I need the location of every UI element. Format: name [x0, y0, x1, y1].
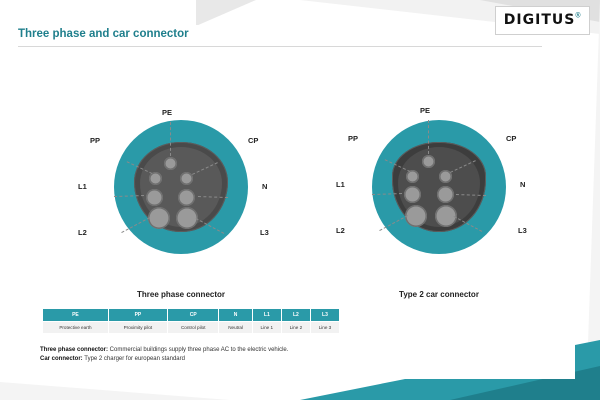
- table-cell: Proximity pilot: [108, 322, 167, 334]
- label-cp: CP: [506, 134, 517, 143]
- label-pp: PP: [348, 134, 359, 143]
- page-title: Three phase and car connector: [18, 28, 189, 40]
- table-header-cell: L3: [310, 309, 339, 322]
- table-row: [43, 322, 340, 334]
- title-divider: [18, 46, 542, 47]
- leader-line-pe: [428, 120, 429, 154]
- table-cell: Protective earth: [43, 322, 109, 334]
- table-header-row: [43, 309, 340, 322]
- label-pe: PE: [162, 108, 173, 117]
- footnotes: [40, 346, 288, 365]
- legend-table: [42, 308, 340, 334]
- pin-l2: [405, 205, 427, 227]
- table-header-cell: PP: [108, 309, 167, 322]
- table-header-cell: L1: [252, 309, 281, 322]
- footnote-text: Commercial buildings supply three phase AC to the electric vehicle.: [108, 347, 289, 353]
- pin-n: [178, 189, 195, 206]
- pin-pe: [164, 157, 177, 170]
- table-header-cell: PE: [43, 309, 109, 322]
- caption-type-2-car-connector: Type 2 car connector: [399, 290, 479, 299]
- table-cell: Neutral: [219, 322, 252, 334]
- decorative-polygon-bottom-left: [0, 382, 230, 400]
- table-cell: Line 3: [310, 322, 339, 334]
- table-cell: Line 1: [252, 322, 281, 334]
- pin-n: [437, 186, 454, 203]
- pin-l2: [148, 207, 170, 229]
- label-cp: CP: [248, 136, 259, 145]
- label-l3: L3: [260, 228, 269, 237]
- footnote-label: Car connector:: [40, 356, 83, 363]
- label-l2: L2: [336, 226, 345, 235]
- footnote-three-phase: [40, 346, 288, 355]
- label-l3: L3: [518, 226, 527, 235]
- caption-three-phase-connector: Three phase connector: [136, 290, 226, 299]
- diagram-type-2-car-connector: [336, 106, 527, 280]
- registered-trademark-icon: ®: [575, 12, 581, 20]
- label-l1: L1: [336, 180, 345, 189]
- footnote-car-connector: [40, 355, 288, 364]
- decorative-polygon-top-center: [196, 0, 256, 26]
- leader-line-pe: [170, 122, 171, 156]
- pin-pe: [422, 155, 435, 168]
- pin-l1: [404, 186, 421, 203]
- label-pe: PE: [420, 106, 431, 115]
- label-n: N: [520, 180, 526, 189]
- table-cell: Control pilot: [167, 322, 218, 334]
- pin-pp: [406, 170, 419, 183]
- label-l1: L1: [78, 182, 87, 191]
- table-cell: Line 2: [281, 322, 310, 334]
- label-n: N: [262, 182, 268, 191]
- table-header-cell: L2: [281, 309, 310, 322]
- label-pp: PP: [90, 136, 101, 145]
- table-header-cell: N: [219, 309, 252, 322]
- footnote-text: Type 2 charger for european standard: [82, 356, 185, 363]
- pin-l1: [146, 189, 163, 206]
- diagram-three-phase-connector: [78, 108, 269, 280]
- brand-logo-text: DIGITUS: [503, 12, 576, 28]
- label-l2: L2: [78, 228, 87, 237]
- table-header-cell: CP: [167, 309, 218, 322]
- brand-logo: [495, 6, 590, 35]
- footnote-label: Three phase connector:: [40, 347, 109, 353]
